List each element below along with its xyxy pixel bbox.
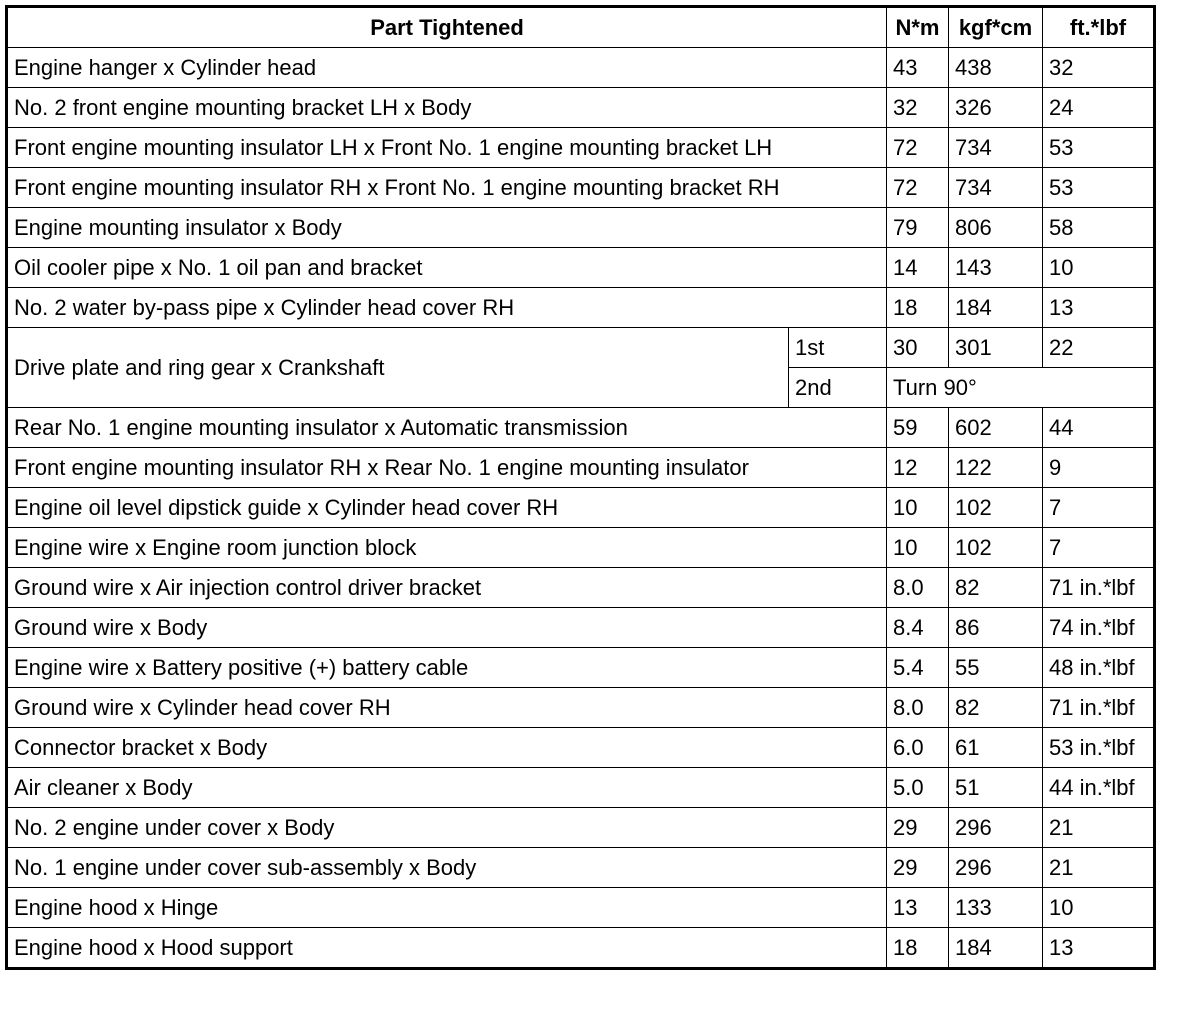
kgf-cell: 143: [949, 248, 1043, 288]
part-cell: Connector bracket x Body: [7, 728, 887, 768]
part-cell: Air cleaner x Body: [7, 768, 887, 808]
kgf-cell: 82: [949, 568, 1043, 608]
table-row: [7, 488, 1155, 528]
table-row: [7, 928, 1155, 969]
kgf-cell: 102: [949, 528, 1043, 568]
header-ft-lbf: ft.*lbf: [1043, 7, 1155, 48]
kgf-cell: 102: [949, 488, 1043, 528]
part-cell: Engine hood x Hinge: [7, 888, 887, 928]
part-cell: Oil cooler pipe x No. 1 oil pan and bracket: [7, 248, 887, 288]
ft-cell: 32: [1043, 48, 1155, 88]
nm-cell: 18: [887, 288, 949, 328]
ft-cell: 21: [1043, 808, 1155, 848]
ft-cell: 53: [1043, 128, 1155, 168]
kgf-cell: 734: [949, 168, 1043, 208]
kgf-cell: 55: [949, 648, 1043, 688]
ft-cell: 10: [1043, 888, 1155, 928]
table-row: [7, 168, 1155, 208]
table-row: [7, 728, 1155, 768]
nm-cell: 59: [887, 408, 949, 448]
ft-cell: 53 in.*lbf: [1043, 728, 1155, 768]
ft-cell: 48 in.*lbf: [1043, 648, 1155, 688]
part-cell: Engine oil level dipstick guide x Cylinder head cover RH: [7, 488, 887, 528]
table-row: [7, 408, 1155, 448]
table-row: [7, 768, 1155, 808]
kgf-cell: 184: [949, 928, 1043, 969]
table-row: [7, 808, 1155, 848]
table-row: [7, 48, 1155, 88]
kgf-cell: 184: [949, 288, 1043, 328]
kgf-cell: 438: [949, 48, 1043, 88]
nm-cell: 79: [887, 208, 949, 248]
ft-cell: 13: [1043, 928, 1155, 969]
part-cell: Engine hanger x Cylinder head: [7, 48, 887, 88]
ft-cell: 58: [1043, 208, 1155, 248]
table-row: [7, 248, 1155, 288]
step-cell-1st: 1st: [789, 328, 887, 368]
ft-cell: 71 in.*lbf: [1043, 688, 1155, 728]
part-cell: Ground wire x Cylinder head cover RH: [7, 688, 887, 728]
part-cell: Ground wire x Body: [7, 608, 887, 648]
torque-spec-table: [5, 5, 1156, 970]
nm-cell: 12: [887, 448, 949, 488]
nm-cell: 72: [887, 128, 949, 168]
nm-cell: 18: [887, 928, 949, 969]
nm-cell: 13: [887, 888, 949, 928]
kgf-cell: 602: [949, 408, 1043, 448]
part-cell: No. 2 front engine mounting bracket LH x Body: [7, 88, 887, 128]
step-cell-2nd: 2nd: [789, 368, 887, 408]
nm-cell: 29: [887, 848, 949, 888]
part-cell: Front engine mounting insulator RH x Front No. 1 engine mounting bracket RH: [7, 168, 887, 208]
nm-cell: 43: [887, 48, 949, 88]
table-row: [7, 528, 1155, 568]
nm-cell: 10: [887, 488, 949, 528]
nm-cell: 5.4: [887, 648, 949, 688]
kgf-cell: 61: [949, 728, 1043, 768]
ft-cell: 7: [1043, 488, 1155, 528]
ft-cell: 74 in.*lbf: [1043, 608, 1155, 648]
part-cell: Engine wire x Engine room junction block: [7, 528, 887, 568]
table-row: [7, 688, 1155, 728]
nm-cell: 8.4: [887, 608, 949, 648]
table-row: [7, 208, 1155, 248]
header-part-tightened: Part Tightened: [7, 7, 887, 48]
table-row: [7, 568, 1155, 608]
part-cell: Ground wire x Air injection control driver bracket: [7, 568, 887, 608]
nm-cell: 32: [887, 88, 949, 128]
kgf-cell: 296: [949, 808, 1043, 848]
nm-cell: 14: [887, 248, 949, 288]
kgf-cell: 133: [949, 888, 1043, 928]
header-kgf-cm: kgf*cm: [949, 7, 1043, 48]
kgf-cell: 82: [949, 688, 1043, 728]
part-cell: No. 2 water by-pass pipe x Cylinder head cover RH: [7, 288, 887, 328]
part-cell: Front engine mounting insulator LH x Front No. 1 engine mounting bracket LH: [7, 128, 887, 168]
kgf-cell: 301: [949, 328, 1043, 368]
nm-cell: 72: [887, 168, 949, 208]
ft-cell: 21: [1043, 848, 1155, 888]
table-row: [7, 648, 1155, 688]
nm-cell: 29: [887, 808, 949, 848]
step-2nd-value: Turn 90°: [887, 368, 1155, 408]
nm-cell: 5.0: [887, 768, 949, 808]
kgf-cell: 326: [949, 88, 1043, 128]
header-nm: N*m: [887, 7, 949, 48]
ft-cell: 7: [1043, 528, 1155, 568]
kgf-cell: 296: [949, 848, 1043, 888]
table-row: [7, 128, 1155, 168]
kgf-cell: 806: [949, 208, 1043, 248]
ft-cell: 22: [1043, 328, 1155, 368]
table-row: [7, 88, 1155, 128]
ft-cell: 44 in.*lbf: [1043, 768, 1155, 808]
nm-cell: 30: [887, 328, 949, 368]
ft-cell: 53: [1043, 168, 1155, 208]
nm-cell: 8.0: [887, 568, 949, 608]
kgf-cell: 51: [949, 768, 1043, 808]
ft-cell: 13: [1043, 288, 1155, 328]
table-row: [7, 288, 1155, 328]
kgf-cell: 122: [949, 448, 1043, 488]
nm-cell: 10: [887, 528, 949, 568]
part-cell: Rear No. 1 engine mounting insulator x Automatic transmission: [7, 408, 887, 448]
nm-cell: 8.0: [887, 688, 949, 728]
ft-cell: 9: [1043, 448, 1155, 488]
part-cell: No. 2 engine under cover x Body: [7, 808, 887, 848]
kgf-cell: 86: [949, 608, 1043, 648]
nm-cell: 6.0: [887, 728, 949, 768]
table-row: [7, 328, 1155, 368]
ft-cell: 71 in.*lbf: [1043, 568, 1155, 608]
table-row: [7, 608, 1155, 648]
part-cell: Engine wire x Battery positive (+) battery cable: [7, 648, 887, 688]
part-cell: Drive plate and ring gear x Crankshaft: [7, 328, 789, 408]
table-row: [7, 448, 1155, 488]
ft-cell: 10: [1043, 248, 1155, 288]
table-row: [7, 848, 1155, 888]
part-cell: No. 1 engine under cover sub-assembly x Body: [7, 848, 887, 888]
part-cell: Engine mounting insulator x Body: [7, 208, 887, 248]
ft-cell: 44: [1043, 408, 1155, 448]
part-cell: Engine hood x Hood support: [7, 928, 887, 969]
table-row: [7, 888, 1155, 928]
table-header-row: [7, 7, 1155, 48]
ft-cell: 24: [1043, 88, 1155, 128]
part-cell: Front engine mounting insulator RH x Rear No. 1 engine mounting insulator: [7, 448, 887, 488]
kgf-cell: 734: [949, 128, 1043, 168]
